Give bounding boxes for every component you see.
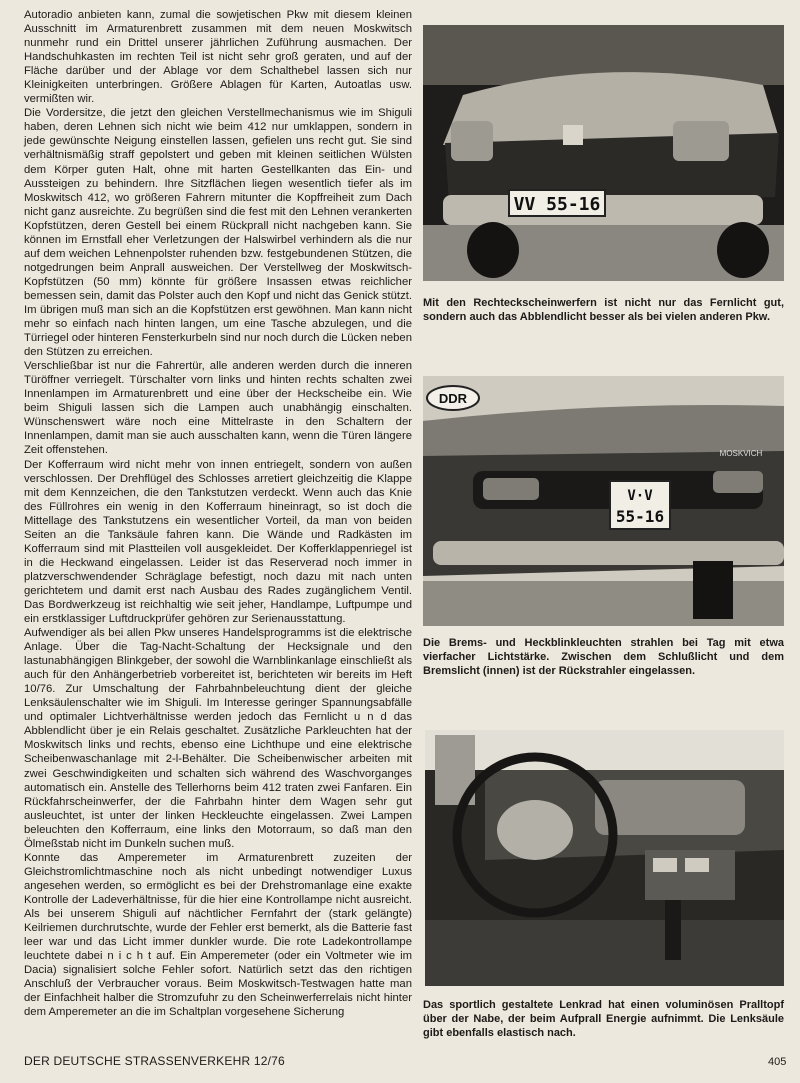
article-paragraph: Autoradio anbieten kann, zumal die sowjetischen Pkw mit diesem kleinen Ausschnitt im Armaturenbrett zusammen mit dem neuen Moskwitsch nunmehr rund ein Drittel unserer jährlichen Zuführung ausmachen. Der Handschuhkasten im rechten Teil ist nicht sehr groß geraten, und auf der Fläche darüber und der Ablage vor dem Schalthebel lassen sich nur Kleinigkeiten unterbringen. Größere Ablagen für Karten, Autoatlas usw. vermißten wir. [24,9,412,106]
front-license-plate: VV 55-16 [513,194,601,215]
article-paragraph: Der Kofferraum wird nicht mehr von innen entriegelt, sondern von außen verschlossen. Der Drehflügel des Schlosses arretiert gleichzeitig die Klappe mit dem Kennzeichen, die den Tankstutzen verdeckt. Wenn auch das Knie des Füllrohres ein wenig in den Kofferraum hineinragt, so ist doch die Mittellage des Tankstutzens ein wesentlicher Vorteil, da man von beiden Seiten an die Tanksäule fahren kann. Die Wände und Radkästen im Kofferraum sind mit Plastteilen voll ausgekleidet. Der Kofferklappenriegel ist in die Heckwand eingelassen. Leider ist das Reserverad noch immer in platzverschwendender Schräglage befestigt, noch dazu mit nach unten gerichtetem und damit erst nach Ausbau des Rades zugänglichem Ventil. Das Bordwerkzeug ist reichhaltig wie seit jeher, Handlampe, Luftpumpe und ein erstklassiger Luftdruckprüfer gehören zur Serienausstattung. [24,458,412,626]
rear-license-plate-line1: V·V [627,488,653,504]
publication-footer: DER DEUTSCHE STRASSENVERKEHR 12/76 [24,1054,285,1068]
interior-photo-caption: Das sportlich gestaltete Lenkrad hat einen voluminösen Pralltopf über der Nabe, der beim Aufprall Energie aufnimmt. Die Lenksäule gibt ebenfalls elastisch nach. [423,999,784,1040]
ddr-badge: DDR [438,391,468,406]
interior-photo [425,730,784,986]
article-paragraph: Die Vordersitze, die jetzt den gleichen Verstellmechanismus wie im Shiguli haben, deren Lehnen sich nicht wie beim 412 nur umklappen, sondern in jede gewünschte Neigung einstellen lassen, gefielen uns recht gut. Sie sind verhältnismäßig straff gepolstert und geben mit kleinen seitlichen Wülsten dem Körper guten Halt, ohne mit harten Gestellkanten das Ein- und Aussteigen zu behindern. Ihre Sitzflächen liegen wesentlich tiefer als im Moskwitsch 412, wo größeren Fahrern mitunter die Kopffreiheit zum Dach nicht ganz ausreichte. Zu begrüßen sind die fest mit den Lehnen verankerten Kopfstützen, deren Gestell bei einem Rückprall nicht nachgeben kann. Sie können im Ernstfall eher Verletzungen der Halswirbel verhindern als die nur auf dem weichen Lehnenpolster ruhenden bzw. festgebundenen Stützen, die notgedrungen beim Anprall ausweichen. Der Verstellweg der Moskwitsch-Kopfstützen (50 mm) könnte für größere Insassen etwas reichlicher bemessen sein, damit das Polster auch den Kopf und nicht das Genick stützt. Im übrigen muß man sich an die Kopfstützen erst gewöhnen. Man kann nicht mehr so einfach nach hinten langen, um eine Tasche abzulegen, und die Türriegel oder hinteren Fensterkurbeln sind nur noch durch die Lücken neben den Stützen zu erreichen. [24,107,412,359]
article-paragraph: Verschließbar ist nur die Fahrertür, alle anderen werden durch die inneren Türöffner verriegelt. Türschalter vorn links und hinten rechts schalten zwei Innenlampen im Armaturenbrett und eine über der Heckscheibe ein. Wie beim Shiguli lassen sich die Lampen auch unabhängig einschalten. Wünschenswert wäre noch eine Mittelraste in den Schaltern der Innenlampen, damit man sie auch ausschalten kann, wenn die Türen längere Zeit offenstehen. [24,360,412,457]
page-number: 405 [768,1056,787,1068]
article-paragraph: Aufwendiger als bei allen Pkw unseres Handelsprogramms ist die elektrische Anlage. Über die Tag-Nacht-Schaltung der Hecksignale und den lastunabhängigen Blinkgeber, der sowohl die Warnblinkanlage einschließt als auch für den Anhängerbetrieb vorbereitet ist, berichteten wir bereits im Heft 10/76. Zur Umschaltung der Fahrbahnbeleuchtung dient der gleiche Lenksäulenschalter wie im Shiguli. Im Interesse geringer Spannungsabfälle und optimaler Lichtverhältnisse werden jedoch das Fernlicht u n d das Abblendlicht über je ein Relais geschaltet. Zusätzliche Parkleuchten hat der Moskwitsch links und rechts, ebenso eine Lichthupe und eine elektrische Scheibenwaschanlage mit 2-l-Behälter. Die Scheibenwischer arbeiten mit zwei Geschwindigkeiten und schalten sich während des Waschvorganges automatisch ein. Anstelle des Tellerhorns beim 412 traten zwei Fanfaren. Ein Rückfahrscheinwerfer, der die Fahrbahn hinter dem Wagen sehr gut ausleuchtet, ist unter der linken Heckleuchte eingelassen. Zwei Lampen beleuchten den Kofferraum, eine links den Motorraum, so daß man den Ölmeßstab nicht im Dunkeln suchen muß. [24,627,412,850]
article-text-column [24,8,412,1019]
rear-model-badge: MOSKVICH [719,449,763,458]
front-photo-caption: Mit den Rechteckscheinwerfern ist nicht nur das Fernlicht gut, sondern auch das Abblendlicht besser als bei vielen anderen Pkw. [423,297,784,324]
rear-photo-caption: Die Brems- und Heckblinkleuchten strahlen bei Tag mit etwa vierfacher Lichtstärke. Zwischen dem Schlußlicht und dem Bremslicht (innen) ist der Rückstrahler eingelassen. [423,637,784,678]
article-paragraph: Konnte das Amperemeter im Armaturenbrett zuzeiten der Gleichstromlichtmaschine noch als nicht unbedingt notwendiger Luxus angesehen werden, so ermöglicht es bei der Drehstromanlage eine exakte Kontrolle der Ladeverhältnisse, für die hier eine Kontrollampe nicht ausreicht. Als bei unserem Shiguli auf nächtlicher Fernfahrt der (stark gelängte) Keilriemen durchrutschte, wurde der Fehler erst bemerkt, als die Batterie fast leer war und das Licht immer dunkler wurde. Die rote Ladekontrollampe leuchtete dabei n i c h t auf. Ein Amperemeter (oder ein Voltmeter wie im Dacia) signalisiert solche Fehler sofort. Natürlich setzt das den richtigen Anschluß der Verbraucher voraus. Beim Moskwitsch-Testwagen hatte man der Einfachheit halber die Stromzufuhr zu den Scheinwerferrelais nicht hinter dem Amperemeter an die im Schaltplan vorgesehene Sicherung [24,851,412,1019]
rear-view-photo [423,376,784,626]
rear-license-plate-line2: 55-16 [615,507,665,526]
front-view-photo [423,25,784,281]
